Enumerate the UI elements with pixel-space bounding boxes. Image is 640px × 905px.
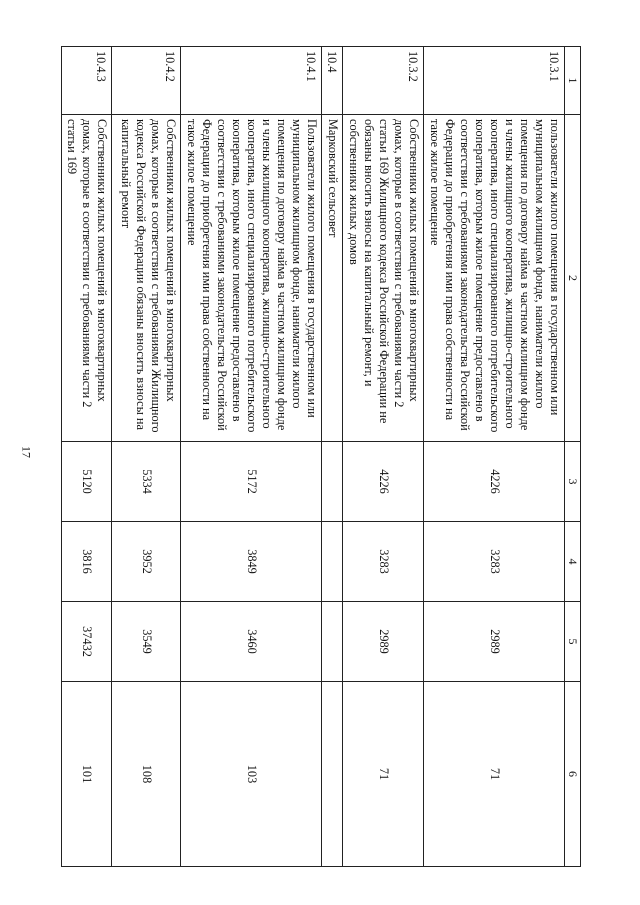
row-value-col4: 3952 bbox=[112, 522, 181, 602]
row-value-col5: 3549 bbox=[112, 602, 181, 682]
table-row bbox=[62, 47, 112, 867]
row-value-col5: 3460 bbox=[181, 602, 322, 682]
row-value-col6: 103 bbox=[181, 682, 322, 867]
row-value-col3: 5120 bbox=[62, 442, 112, 522]
header-col-2: 2 bbox=[565, 115, 581, 442]
header-col-4: 4 bbox=[565, 522, 581, 602]
row-value-col3: 5334 bbox=[112, 442, 181, 522]
table-row-section bbox=[322, 47, 343, 867]
row-value-col4: 3283 bbox=[343, 522, 424, 602]
row-description: Собственники жилых помещений в многоквартирных домах, которые в соответствии с требованиями Жилищного кодекса Российской Федерации обязаны вносить взносы на капитальный ремонт bbox=[112, 115, 181, 442]
table-row bbox=[181, 47, 322, 867]
row-description: пользователи жилого помещения в государственном или муниципальном жилищном фонде, наниматели жилого помещения по договору найма в частном жилищном фонде и члены жилищного кооператива, жилищно-строительного кооператива, иного специализированного потребительского кооператива, которым жилое помещение предоставлено в соответствии с требованиями законодательства Российской Федерации до приобретения ими права собственности на такое жилое помещение bbox=[424, 115, 565, 442]
row-value-col5: 2989 bbox=[424, 602, 565, 682]
row-value-col6: 108 bbox=[112, 682, 181, 867]
header-col-1: 1 bbox=[565, 47, 581, 115]
row-value-col4: 3816 bbox=[62, 522, 112, 602]
row-description: Пользователи жилого помещения в государственном или муниципальном жилищном фонде, наниматели жилого помещения по договору найма в частном жилищном фонде и члены жилищного кооператива, жилищно-строительного кооператива, иного специализированного потребительского кооператива, которым жилое помещение предоставлено в соответствии с требованиями законодательства Российской Федерации до приобретения ими права собственности на такое жилое помещение bbox=[181, 115, 322, 442]
row-value-col6: 71 bbox=[343, 682, 424, 867]
row-value-col4: 3849 bbox=[181, 522, 322, 602]
row-description: Марковский сельсовет bbox=[322, 115, 343, 442]
table-row bbox=[424, 47, 565, 867]
row-value-col3: 4226 bbox=[424, 442, 565, 522]
header-col-3: 3 bbox=[565, 442, 581, 522]
row-value-col5: 2989 bbox=[343, 602, 424, 682]
page-number: 17 bbox=[19, 446, 34, 458]
row-code: 10.3.1 bbox=[424, 47, 565, 115]
row-value-col4 bbox=[322, 522, 343, 602]
row-value-col3: 4226 bbox=[343, 442, 424, 522]
row-description: Собственники жилых помещений в многоквартирных домах, которые в соответствии с требованиями части 2 статьи 169 Жилищного кодекса Российской Федерации не обязаны вносить взносы на капитальный ремонт, и собственники жилых домов bbox=[343, 115, 424, 442]
row-value-col3 bbox=[322, 442, 343, 522]
row-value-col6: 71 bbox=[424, 682, 565, 867]
header-row bbox=[565, 47, 581, 867]
row-value-col6: 101 bbox=[62, 682, 112, 867]
tariff-table bbox=[61, 46, 581, 867]
row-code: 10.4.1 bbox=[181, 47, 322, 115]
row-description: Собственники жилых помещений в многоквартирных домах, которые в соответствии с требованиями части 2 статьи 169 bbox=[62, 115, 112, 442]
row-code: 10.3.2 bbox=[343, 47, 424, 115]
table-row bbox=[112, 47, 181, 867]
header-col-6: 6 bbox=[565, 682, 581, 867]
row-code: 10.4.2 bbox=[112, 47, 181, 115]
row-code: 10.4 bbox=[322, 47, 343, 115]
row-value-col6 bbox=[322, 682, 343, 867]
table-row bbox=[343, 47, 424, 867]
header-col-5: 5 bbox=[565, 602, 581, 682]
row-value-col3: 5172 bbox=[181, 442, 322, 522]
row-value-col5: 37432 bbox=[62, 602, 112, 682]
rotated-page bbox=[61, 46, 581, 866]
row-code: 10.4.3 bbox=[62, 47, 112, 115]
row-value-col5 bbox=[322, 602, 343, 682]
row-value-col4: 3283 bbox=[424, 522, 565, 602]
